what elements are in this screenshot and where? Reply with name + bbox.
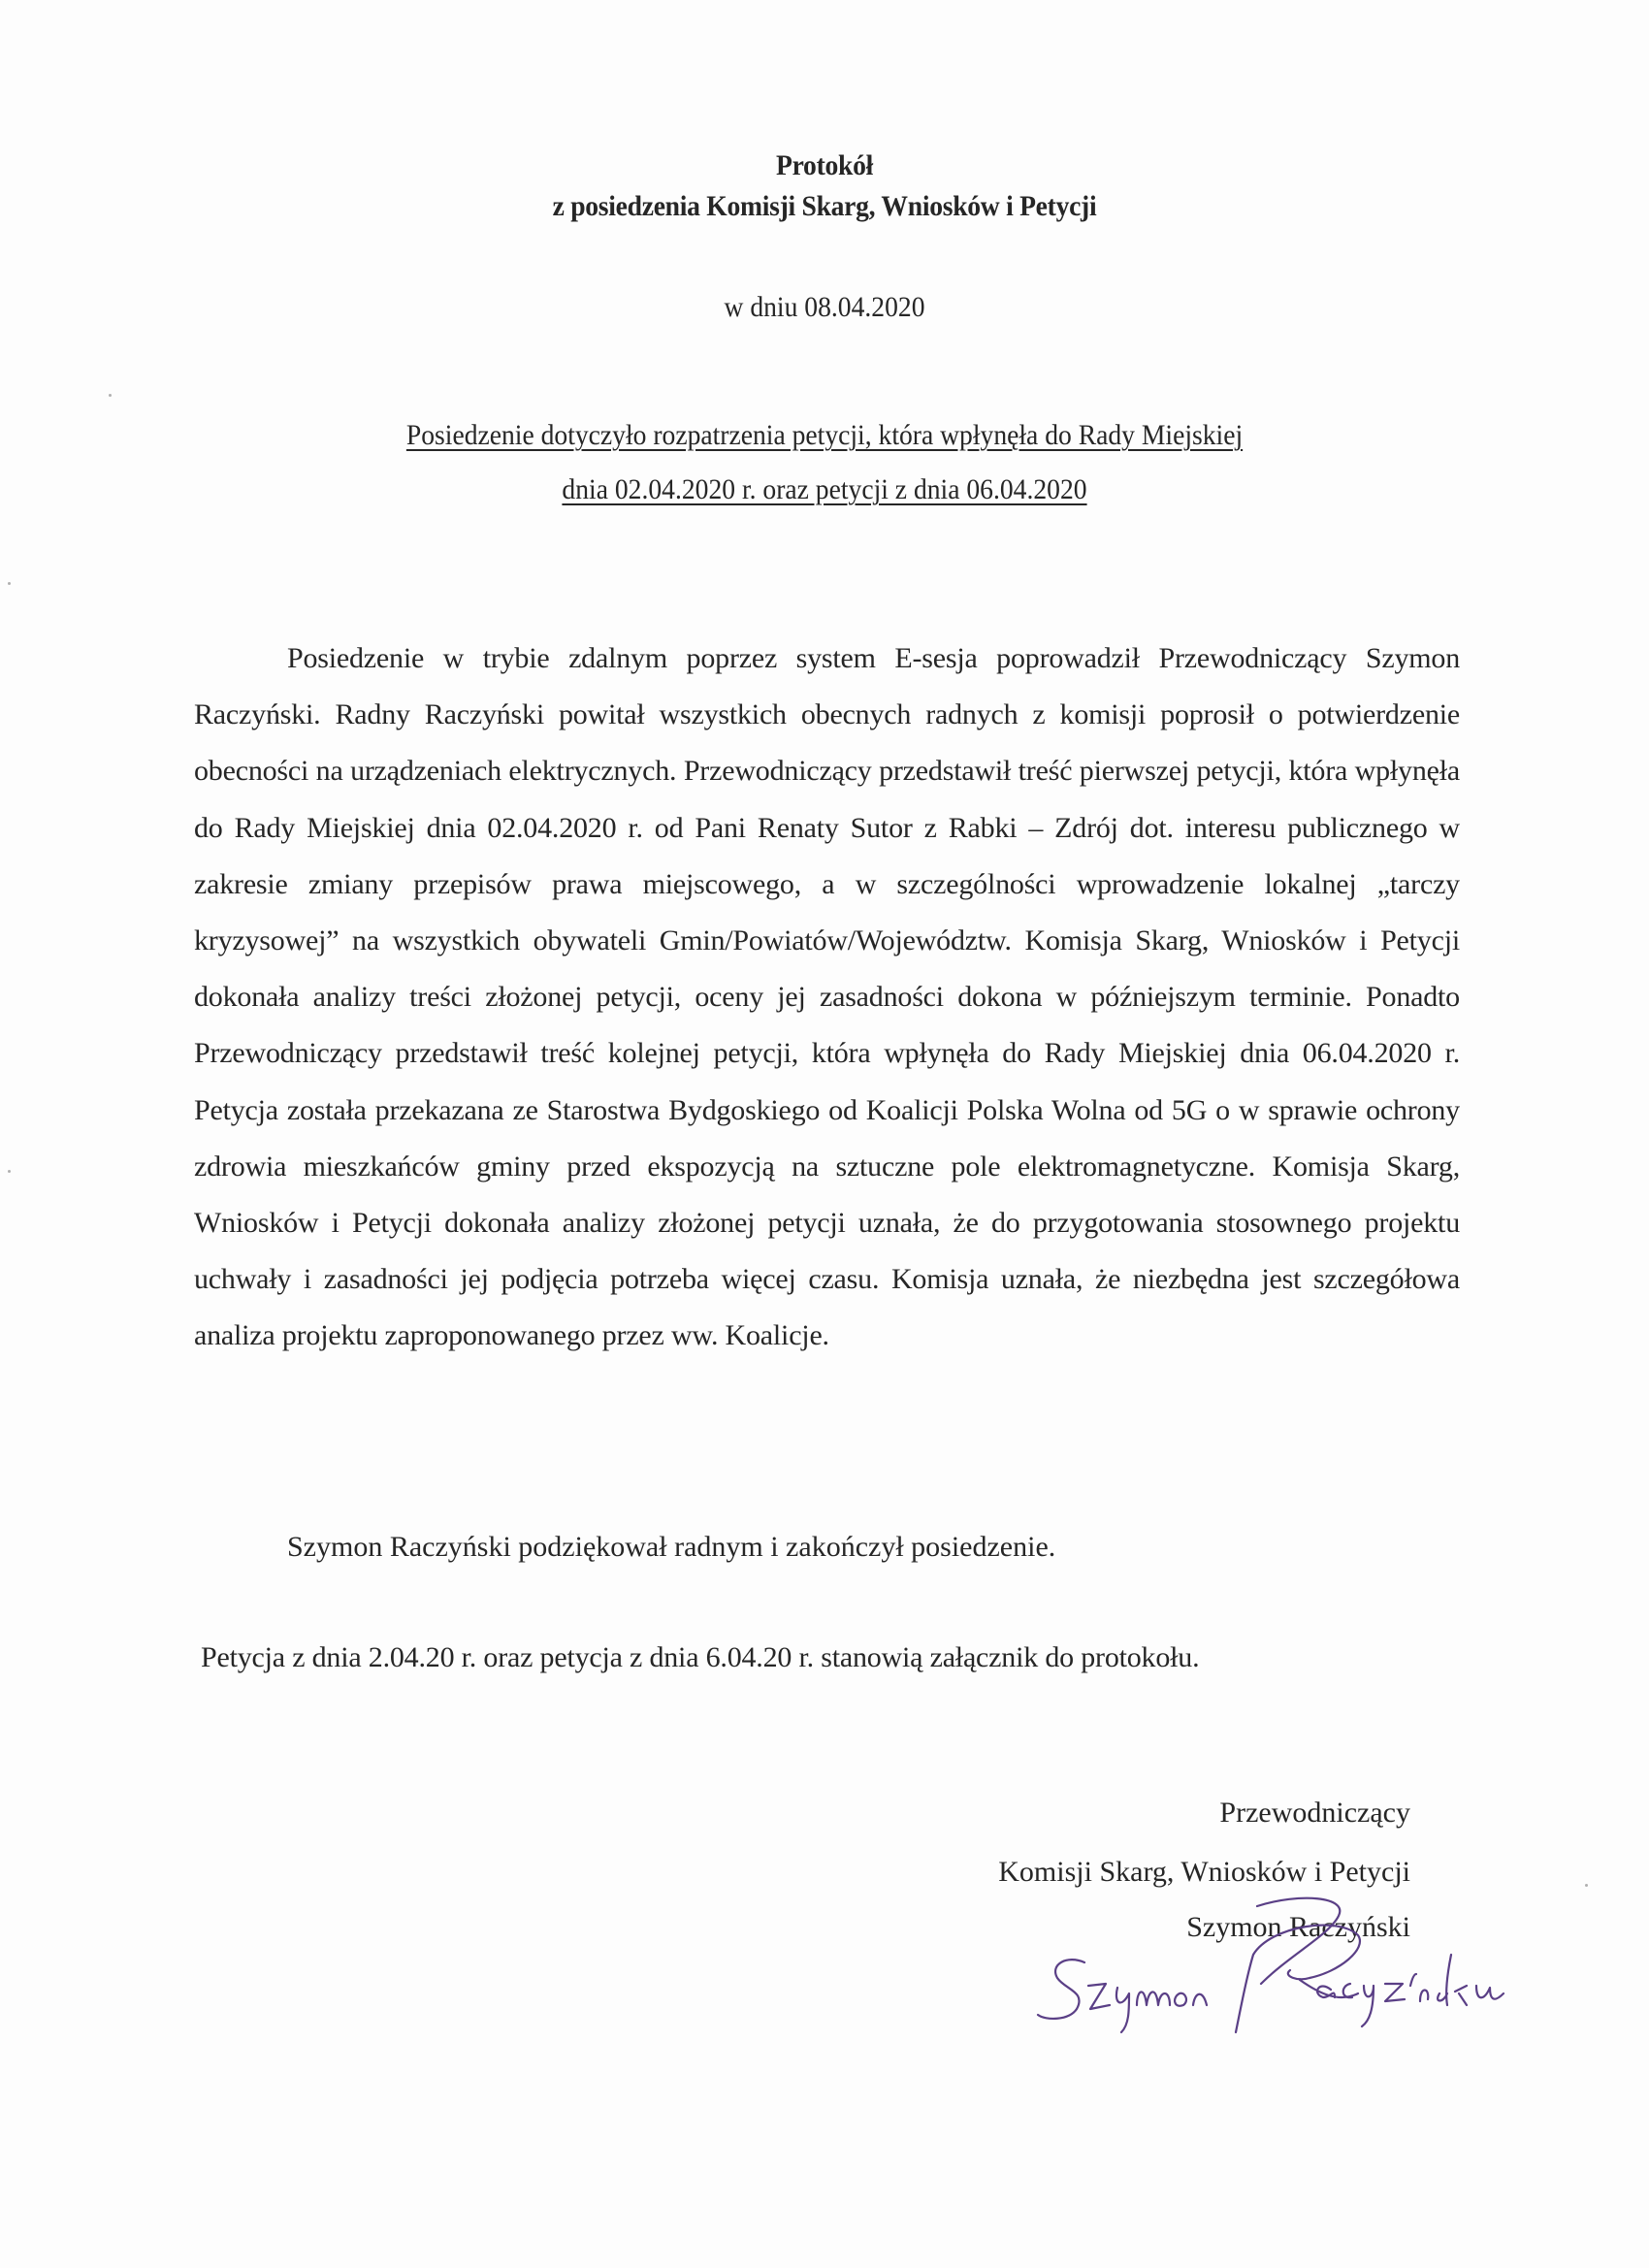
closing-paragraph: Szymon Raczyński podziękował radnym i zakończył posiedzenie. <box>287 1531 1056 1563</box>
signatory-name: Szymon Raczyński <box>1186 1911 1410 1943</box>
scan-artifact <box>1585 1884 1588 1887</box>
document-title: Protokół <box>775 149 874 181</box>
subject-line-2: dnia 02.04.2020 r. oraz petycji z dnia 06.04.2020 <box>562 473 1087 505</box>
scan-artifact <box>109 394 112 397</box>
scan-artifact <box>8 1170 11 1173</box>
document-subtitle: z posiedzenia Komisji Skarg, Wniosków i Petycji <box>552 190 1097 222</box>
subject-line-1: Posiedzenie dotyczyło rozpatrzenia petycji, która wpłynęła do Rady Miejskiej <box>405 419 1244 451</box>
body-paragraph: Posiedzenie w trybie zdalnym poprzez system E-sesja poprowadził Przewodniczący Szymon Raczyński. Radny Raczyński powitał wszystkich obecnych radnych z komisji poprosił o potwierdzenie obecności na urządzeniach elektrycznych. Przewodniczący przedstawił treść pierwszej petycji, która wpłynęła do Rady Miejskiej dnia 02.04.2020 r. od Pani Renaty Sutor z Rabki – Zdrój dot. interesu publicznego w zakresie zmiany przepisów prawa miejscowego, a w szczególności wprowadzenie lokalnej „tarczy kryzysowej” na wszystkich obywateli Gmin/Powiatów/Województw. Komisja Skarg, Wniosków i Petycji dokonała analizy treści złożonej petycji, oceny jej zasadności dokona w późniejszym terminie. Ponadto Przewodniczący przedstawił treść kolejnej petycji, która wpłynęła do Rady Miejskiej dnia 06.04.2020 r. Petycja została przekazana ze Starostwa Bydgoskiego od Koalicji Polska Wolna od 5G o w sprawie ochrony zdrowia mieszkańców gminy przed ekspozycją na sztuczne pole elektromagnetyczne. Komisja Skarg, Wniosków i Petycji dokonała analizy złożonej petycji uznała, że do przygotowania stosownego projektu uchwały i zasadności jej podjęcia potrzeba więcej czasu. Komisja uznała, że niezbędna jest szczegółowa analiza projektu zaproponowanego przez ww. Koalicje. <box>194 642 1460 1352</box>
handwritten-signature <box>1028 1896 1533 2042</box>
scan-artifact <box>8 582 11 585</box>
signature-stroke-s <box>1038 1960 1084 2019</box>
signature-stroke-aczynski <box>1317 1955 1504 2026</box>
signature-flourish <box>1257 1898 1340 1984</box>
signature-stroke-zymon <box>1088 1984 1207 2032</box>
attachment-note: Petycja z dnia 2.04.20 r. oraz petycja z dnia 6.04.20 r. stanowią załącznik do protokołu. <box>201 1641 1200 1673</box>
signatory-role: Przewodniczący <box>1219 1797 1410 1829</box>
signature-stroke-r <box>1236 1926 1360 2032</box>
signatory-committee: Komisji Skarg, Wniosków i Petycji <box>998 1856 1410 1888</box>
meeting-date: w dniu 08.04.2020 <box>724 291 925 323</box>
